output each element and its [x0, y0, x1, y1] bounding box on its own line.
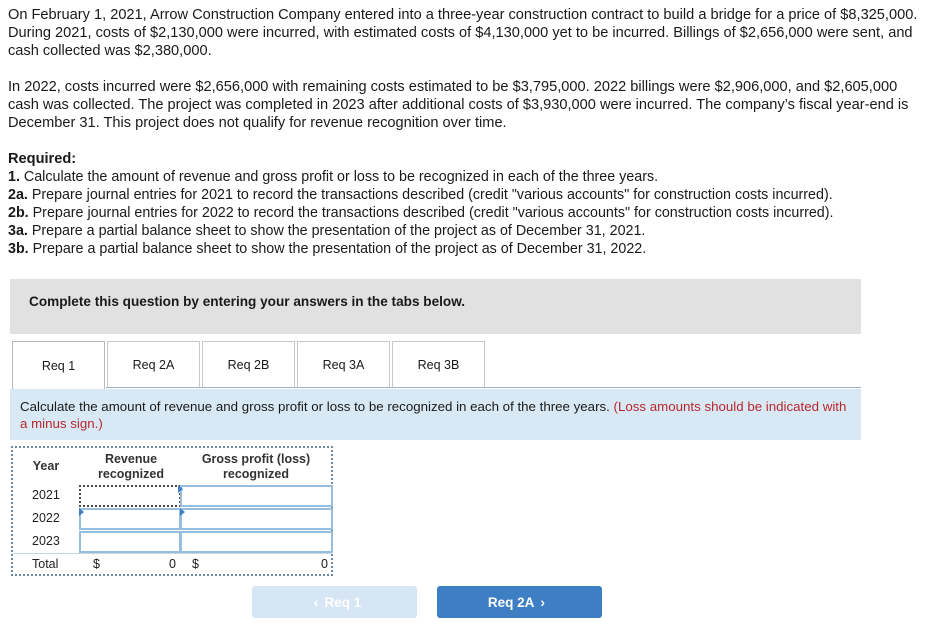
total-revenue-value: 0 — [169, 557, 176, 571]
tab-req-1[interactable]: Req 1 — [12, 341, 105, 389]
previous-button-label: Req 1 — [324, 594, 362, 610]
banner-text: Complete this question by entering your answers in the tabs below. — [29, 294, 466, 309]
header-gross-profit: Gross profit (loss) recognized — [201, 452, 311, 481]
instruction-note: (Loss amounts should be indicated with a minus sign.) — [20, 399, 847, 431]
year-label: 2021 — [32, 488, 60, 502]
required-item: 2b. Prepare journal entries for 2022 to record the transactions described (credit "various accounts" for construction costs incurred). — [8, 205, 834, 221]
required-item: 2a. Prepare journal entries for 2021 to record the transactions described (credit "various accounts" for construction costs incurred). — [8, 187, 833, 203]
gross-profit-input-2021[interactable] — [180, 485, 333, 507]
header-year: Year — [32, 459, 60, 473]
tab-req-2a[interactable]: Req 2A — [107, 341, 200, 387]
year-label: 2022 — [32, 511, 60, 525]
revenue-input-2023[interactable] — [79, 531, 181, 553]
required-item: 3a. Prepare a partial balance sheet to show the presentation of the project as of December 31, 2021. — [8, 223, 646, 239]
gross-profit-input-2023[interactable] — [180, 531, 333, 553]
gross-profit-input-2022[interactable] — [180, 508, 333, 530]
tab-req-3a[interactable]: Req 3A — [297, 341, 390, 387]
total-label: Total — [32, 557, 59, 571]
year-label: 2023 — [32, 534, 60, 548]
tab-divider — [106, 387, 861, 388]
chevron-left-icon: ‹ — [313, 594, 319, 610]
required-item: 1. Calculate the amount of revenue and gross profit or loss to be recognized in each of the three years. — [8, 169, 659, 185]
required-title: Required: — [8, 151, 77, 167]
header-revenue: Revenue recognized — [98, 452, 164, 481]
currency-symbol: $ — [192, 557, 199, 571]
tab-req-3b[interactable]: Req 3B — [392, 341, 485, 387]
input-marker-icon — [178, 485, 183, 493]
total-gross-profit-value: 0 — [321, 557, 328, 571]
instruction-text: Calculate the amount of revenue and gross profit or loss to be recognized in each of the three years. — [20, 399, 614, 414]
currency-symbol: $ — [93, 557, 100, 571]
input-marker-icon — [180, 508, 185, 516]
required-item: 3b. Prepare a partial balance sheet to show the presentation of the project as of December 31, 2022. — [8, 241, 647, 257]
revenue-input-2022[interactable] — [79, 508, 181, 530]
question-instruction — [10, 389, 861, 440]
problem-paragraph-1: On February 1, 2021, Arrow Construction Company entered into a three-year construction contract to build a bridge for a price of $8,325,000. During 2021, costs of $2,130,000 were incurred, with estimated costs of $4,130,000 yet to be incurred. Billings of $2,656,000 were sent, and cash collected was $2,380,000. — [8, 7, 918, 59]
tab-req-2b[interactable]: Req 2B — [202, 341, 295, 387]
next-button-label: Req 2A — [487, 594, 535, 610]
revenue-input-2021[interactable] — [79, 485, 181, 507]
input-marker-icon — [79, 508, 84, 516]
next-button[interactable] — [437, 586, 602, 618]
chevron-right-icon: › — [540, 594, 546, 610]
instructions-banner — [10, 279, 861, 334]
previous-button[interactable] — [252, 586, 417, 618]
total-divider — [13, 553, 331, 554]
problem-paragraph-2: In 2022, costs incurred were $2,656,000 with remaining costs estimated to be $3,795,000. 2022 billings were $2,906,000, and $2,605,000 cash was collected. The project was completed in 2023 after additional costs of $3,930,000 were incurred. The company’s fiscal year-end is December 31. This project does not qualify for revenue recognition over time. — [8, 79, 909, 131]
answer-table — [11, 446, 333, 576]
